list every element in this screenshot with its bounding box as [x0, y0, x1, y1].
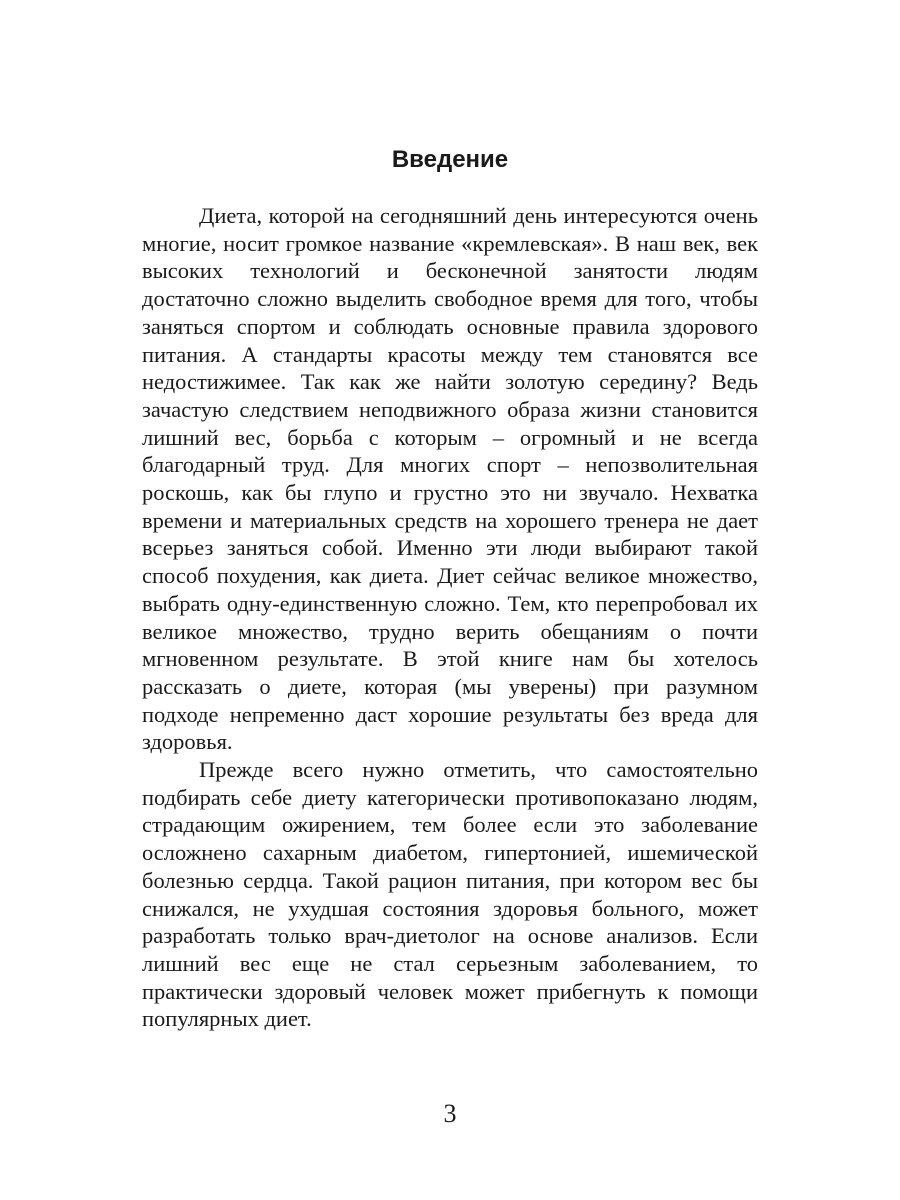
chapter-body — [142, 202, 758, 1033]
page-number: 3 — [443, 1099, 457, 1128]
chapter-title: Введение — [391, 146, 509, 173]
paragraph-1: Диета, которой на сегодняшний день интересуются очень многие, носит громкое название «кремлевская». В наш век, век высоких технологий и бесконечной занятости людям достаточно сложно выделить свободное время для того, чтобы заняться спортом и соблюдать основные правила здорового питания. А стандарты красоты между тем становятся все недостижимее. Так как же найти золотую середину? Ведь зачастую следствием неподвижного образа жизни становится лишний вес, борьба с которым – огромный и не всегда благодарный труд. Для многих спорт – непозволительная роскошь, как бы глупо и грустно это ни звучало. Нехватка времени и материальных средств на хорошего тренера не дает всерьез заняться собой. Именно эти люди выбирают такой способ похудения, как диета. Диет сейчас великое множество, выбрать одну-единственную сложно. Тем, кто перепробовал их великое множество, трудно верить обещаниям о почти мгновенном результате. В этой книге нам бы хотелось рассказать о диете, которая (мы уверены) при разумном подходе непременно даст хорошие результаты без вреда для здоровья. — [142, 203, 758, 755]
paragraph-2: Прежде всего нужно отметить, что самостоятельно подбирать себе диету категорически противопоказано людям, страдающим ожирением, тем более если это заболевание осложнено сахарным диабетом, гипертонией, ишемической болезнью сердца. Такой рацион питания, при котором вес бы снижался, не ухудшая состояния здоровья больного, может разработать только врач-диетолог на основе анализов. Если лишний вес еще не стал серьезным заболеванием, то практически здоровый человек может прибегнуть к помощи популярных диет. — [142, 757, 758, 1032]
